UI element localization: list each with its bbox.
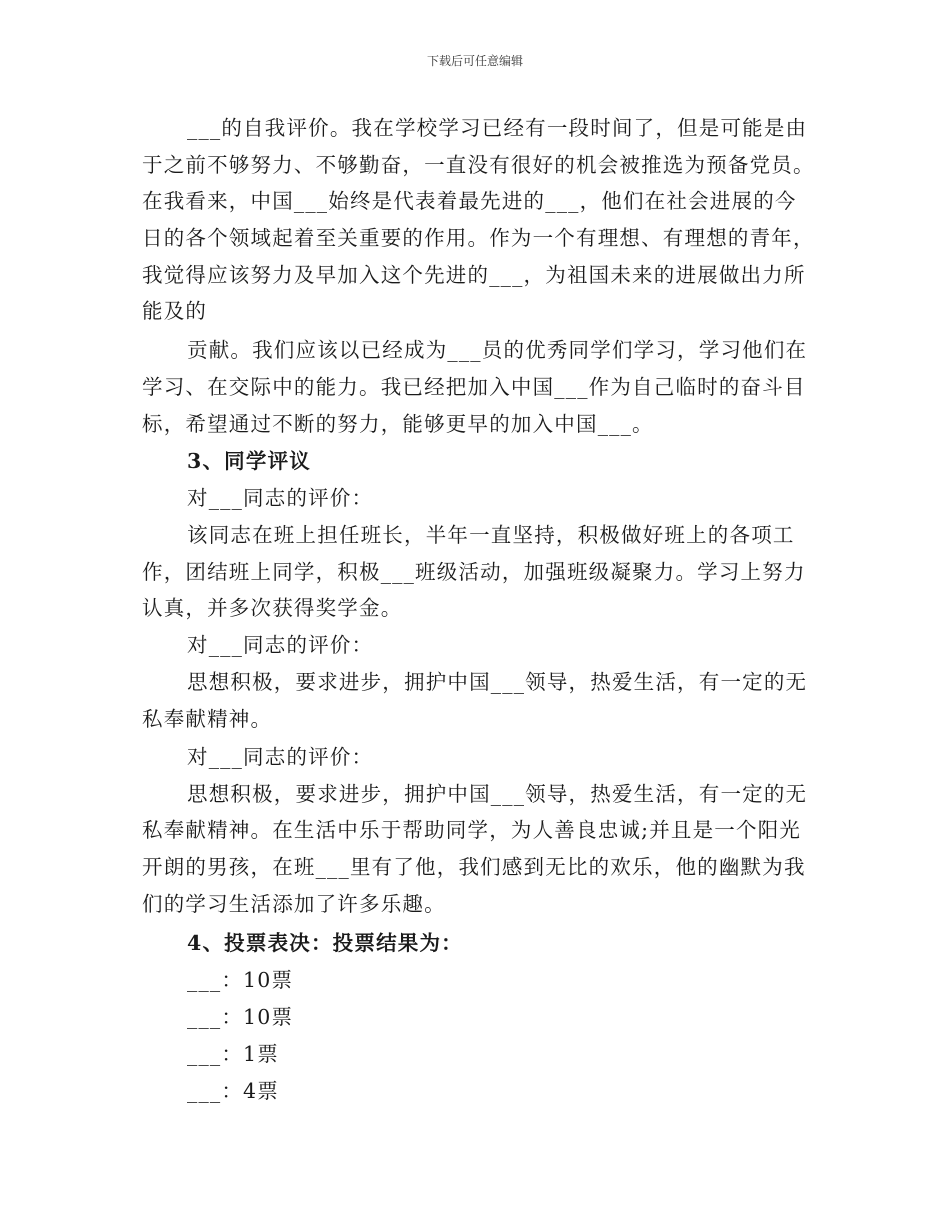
section-heading: 4、投票表决：投票结果为： (187, 931, 463, 955)
text-line: 开朗的男孩，在班___里有了他，我们感到无比的欢乐，他的幽默为我 (142, 855, 806, 879)
text-line: 在我看来，中国___始终是代表着最先进的___，他们在社会进展的今 (142, 189, 797, 213)
text-line: 们的学习生活添加了许多乐趣。 (142, 892, 446, 916)
text-line: 对___同志的评价： (187, 745, 374, 769)
vote-result: ___：1票 (187, 1042, 279, 1066)
vote-result: ___：10票 (187, 1005, 294, 1029)
text-line: 作，团结班上同学，积极___班级活动，加强班级凝聚力。学习上努力 (142, 560, 806, 584)
text-line: 我觉得应该努力及早加入这个先进的___，为祖国未来的进展做出力所 (142, 263, 806, 287)
text-line: 私奉献精神。 (142, 707, 273, 731)
text-line: 思想积极，要求进步，拥护中国___领导，热爱生活，有一定的无 (187, 670, 808, 694)
text-line: 能及的 (142, 299, 208, 323)
text-line: 私奉献精神。在生活中乐于帮助同学，为人善良忠诚;并且是一个阳光 (142, 818, 802, 842)
text-line: 日的各个领域起着至关重要的作用。作为一个有理想、有理想的青年， (142, 226, 815, 250)
page-header: 下载后可任意编辑 (426, 54, 523, 68)
text-line: ___的自我评价。我在学校学习已经有一段时间了，但是可能是由 (187, 116, 808, 140)
text-line: 于之前不够努力、不够勤奋，一直没有很好的机会被推选为预备党员。 (142, 153, 815, 177)
text-line: 思想积极，要求进步，拥护中国___领导，热爱生活，有一定的无 (187, 782, 808, 806)
text-line: 标，希望通过不断的努力，能够更早的加入中国___。 (142, 412, 654, 436)
vote-result: ___：10票 (187, 968, 294, 992)
text-line: 该同志在班上担任班长，半年一直坚持，积极做好班上的各项工 (187, 523, 795, 547)
text-line: 学习、在交际中的能力。我已经把加入中国___作为自己临时的奋斗目 (142, 375, 806, 399)
text-line: 对___同志的评价： (187, 486, 374, 510)
section-heading: 3、同学评议 (187, 449, 311, 473)
vote-result: ___：4票 (187, 1079, 279, 1103)
text-line: 对___同志的评价： (187, 633, 374, 657)
text-line: 认真，并多次获得奖学金。 (142, 596, 403, 620)
text-line: 贡献。我们应该以已经成为___员的优秀同学们学习，学习他们在 (187, 338, 808, 362)
